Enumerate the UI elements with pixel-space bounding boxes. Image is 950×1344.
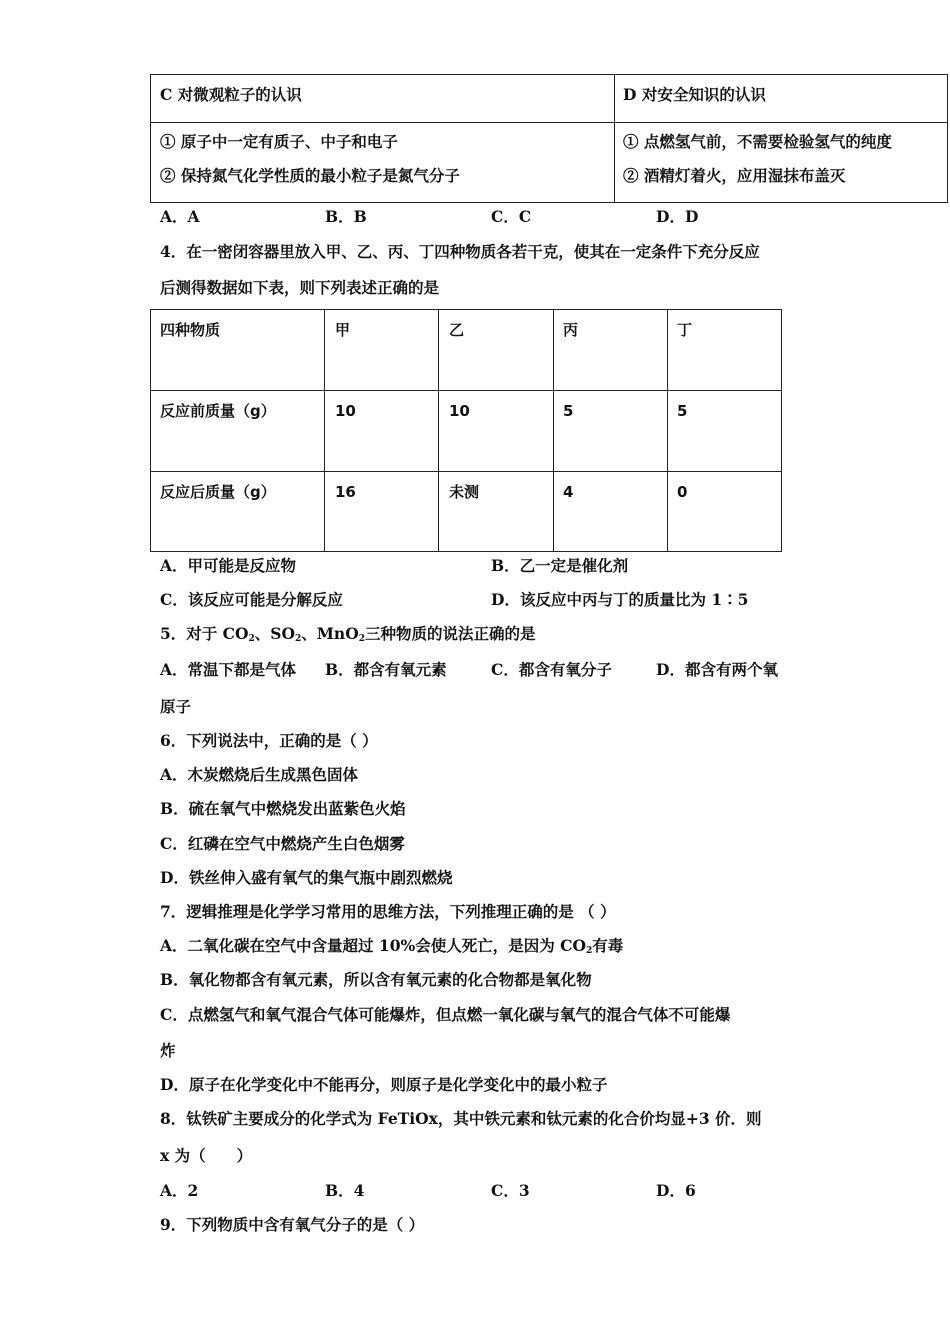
table-cell: 反应后质量（g）	[160, 483, 276, 501]
table-header: 乙	[449, 321, 465, 339]
q8-option-b[interactable]: B．4	[325, 1181, 365, 1200]
q5-stem-text: 、MnO	[301, 624, 359, 643]
q4-stem-wrap: 后测得数据如下表，则下列表述正确的是	[160, 278, 440, 297]
table-header-c: C 对微观粒子的认识	[160, 85, 302, 104]
table-divider	[151, 122, 947, 123]
table-divider	[553, 310, 554, 551]
table-cell: ② 酒精灯着火，应用湿抹布盖灭	[623, 166, 846, 185]
q4-option-d[interactable]: D．该反应中丙与丁的质量比为 1∶5	[491, 590, 749, 609]
q7-stem: 7．逻辑推理是化学学习常用的思维方法，下列推理正确的是 （ ）	[160, 902, 616, 921]
q7-option-a-text: 有毒	[592, 936, 624, 955]
q7-option-a[interactable]	[160, 936, 623, 961]
table-cell: 未测	[449, 483, 480, 501]
table-divider	[438, 310, 439, 551]
q5-option-d[interactable]: D．都含有两个氧	[656, 660, 778, 679]
table-header: 甲	[335, 321, 351, 339]
q4-option-a[interactable]: A．甲可能是反应物	[160, 556, 297, 575]
q8-stem-wrap: x 为（ ）	[160, 1146, 253, 1165]
q3-table	[150, 74, 948, 203]
q7-option-d[interactable]: D．原子在化学变化中不能再分，则原子是化学变化中的最小粒子	[160, 1075, 608, 1094]
q3-option-c[interactable]: C．C	[491, 207, 532, 226]
table-cell: 10	[335, 402, 356, 420]
q3-option-a[interactable]: A．A	[160, 207, 200, 226]
table-cell: 10	[449, 402, 470, 420]
q5-option-d-wrap: 原子	[160, 697, 192, 716]
q6-option-d[interactable]: D．铁丝伸入盛有氧气的集气瓶中剧烈燃烧	[160, 868, 453, 887]
table-cell: ① 原子中一定有质子、中子和电子	[160, 132, 398, 151]
q8-stem: 8．钛铁矿主要成分的化学式为 FeTiOx，其中铁元素和钛元素的化合价均显+3 价．则	[160, 1109, 762, 1128]
table-cell: 5	[563, 402, 574, 420]
q7-option-c[interactable]: C．点燃氢气和氧气混合气体可能爆炸，但点燃一氧化碳与氧气的混合气体不可能爆	[160, 1005, 731, 1024]
q5-stem-text: 三种物质的说法正确的是	[364, 624, 536, 643]
table-cell: 0	[677, 483, 688, 501]
table-divider	[614, 75, 615, 202]
subscript: 2	[585, 946, 593, 956]
q4-data-table	[150, 309, 782, 552]
subscript: 2	[295, 634, 302, 644]
table-cell: 4	[563, 483, 574, 501]
q5-option-c[interactable]: C．都含有氧分子	[491, 660, 612, 679]
q8-option-c[interactable]: C．3	[491, 1181, 530, 1200]
table-cell: ② 保持氮气化学性质的最小粒子是氮气分子	[160, 166, 460, 185]
q8-option-d[interactable]: D．6	[656, 1181, 696, 1200]
q3-option-b[interactable]: B．B	[325, 207, 367, 226]
subscript: 2	[248, 634, 255, 644]
q3-option-d[interactable]: D．D	[656, 207, 699, 226]
table-cell: 16	[335, 483, 356, 501]
subscript: 2	[358, 634, 365, 644]
table-header: 四种物质	[160, 321, 221, 339]
table-header: 丙	[563, 321, 579, 339]
table-cell: ① 点燃氢气前，不需要检验氢气的纯度	[623, 132, 892, 151]
table-divider	[151, 390, 781, 391]
q6-stem: 6．下列说法中，正确的是（ ）	[160, 731, 378, 750]
q5-stem	[160, 624, 535, 649]
table-divider	[324, 310, 325, 551]
table-divider	[151, 471, 781, 472]
table-cell: 反应前质量（g）	[160, 402, 276, 420]
q7-option-a-text: A．二氧化碳在空气中含量超过 10%会使人死亡，是因为 CO	[160, 936, 586, 955]
q7-option-c-wrap: 炸	[160, 1041, 176, 1060]
q8-option-a[interactable]: A．2	[160, 1181, 199, 1200]
q6-option-c[interactable]: C．红磷在空气中燃烧产生白色烟雾	[160, 834, 405, 853]
q4-option-b[interactable]: B．乙一定是催化剂	[491, 556, 629, 575]
table-cell: 5	[677, 402, 688, 420]
q4-stem: 4．在一密闭容器里放入甲、乙、丙、丁四种物质各若干克，使其在一定条件下充分反应	[160, 242, 760, 261]
q6-option-a[interactable]: A．木炭燃烧后生成黑色固体	[160, 765, 359, 784]
table-header-d: D 对安全知识的认识	[623, 85, 766, 104]
q6-option-b[interactable]: B．硫在氧气中燃烧发出蓝紫色火焰	[160, 799, 406, 818]
q5-option-a[interactable]: A．常温下都是气体	[160, 660, 297, 679]
table-divider	[667, 310, 668, 551]
q7-option-b[interactable]: B．氧化物都含有氧元素，所以含有氧元素的化合物都是氧化物	[160, 970, 592, 989]
q5-stem-text: 、SO	[254, 624, 295, 643]
q5-stem-text: 5．对于 CO	[160, 624, 249, 643]
q5-option-b[interactable]: B．都含有氧元素	[325, 660, 447, 679]
q4-option-c[interactable]: C．该反应可能是分解反应	[160, 590, 343, 609]
q9-stem: 9．下列物质中含有氧气分子的是（ ）	[160, 1215, 425, 1234]
table-header: 丁	[677, 321, 693, 339]
